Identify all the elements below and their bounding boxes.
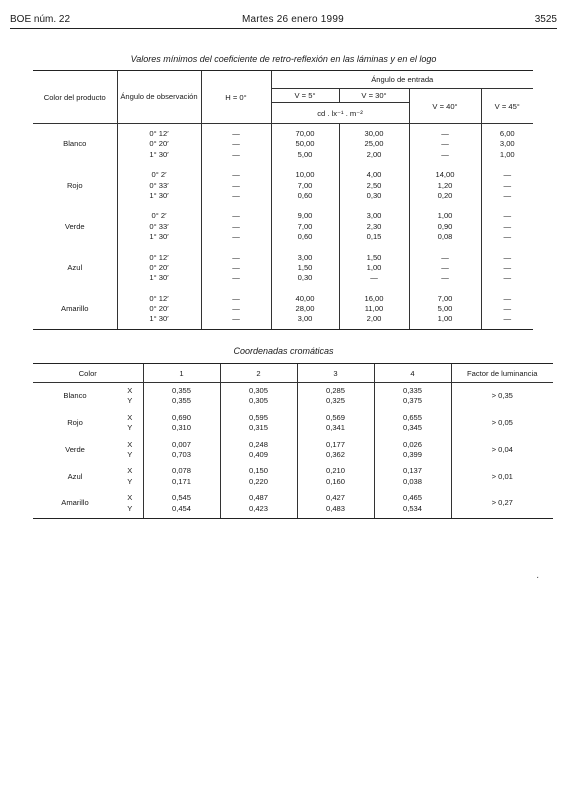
row-angles <box>117 165 201 206</box>
row-axes-value: Y <box>127 423 133 433</box>
header-col-3: 3 <box>297 364 374 383</box>
row-v40-value: 1,00 <box>437 314 453 324</box>
row-angles-value: 0° 2′ <box>151 211 167 221</box>
row-v30-value: 0,30 <box>366 190 382 200</box>
row-v5-value: 7,00 <box>297 180 313 190</box>
row-coord-2-value: 0,220 <box>248 476 268 486</box>
row-coord-2 <box>220 383 297 410</box>
row-coord-2-value: 0,423 <box>248 503 268 513</box>
table-row <box>33 383 553 410</box>
row-axes-value: Y <box>127 503 133 513</box>
row-color: Azul <box>67 471 83 481</box>
row-v40-value: — <box>441 129 449 138</box>
row-coord-1 <box>143 463 220 490</box>
table-row <box>33 437 553 464</box>
row-factor: > 0,05 <box>451 410 553 437</box>
row-coord-3-value: 0,177 <box>325 439 345 449</box>
row-angles-value: 1° 30′ <box>149 190 169 200</box>
row-axes-value: Y <box>127 449 133 459</box>
row-coord-1 <box>143 383 220 410</box>
row-v5-value: 10,00 <box>295 170 315 180</box>
row-angles-value: 0° 33′ <box>149 180 169 190</box>
row-angles-value: 0° 20′ <box>149 139 169 149</box>
row-angles-value: 0° 2′ <box>151 170 167 180</box>
row-coord-1-value: 0,454 <box>171 503 191 513</box>
table-row <box>33 165 533 206</box>
row-coord-4-value: 0,038 <box>402 476 422 486</box>
row-v40-value: 7,00 <box>437 293 453 303</box>
row-v30-value: 1,50 <box>366 252 382 262</box>
row-v5-value: 1,50 <box>297 262 313 272</box>
row-axes <box>117 410 143 437</box>
row-v30-value: 2,00 <box>366 314 382 324</box>
header-publication: BOE núm. 22 <box>10 14 71 25</box>
row-coord-4-value: 0,375 <box>402 396 422 406</box>
row-v5 <box>271 124 339 166</box>
row-axes-value: X <box>127 493 133 503</box>
row-angles-value: 1° 30′ <box>149 232 169 242</box>
row-v30 <box>339 165 409 206</box>
row-angles-value: 0° 12′ <box>149 252 169 262</box>
row-coord-3 <box>297 463 374 490</box>
row-v40-value: — <box>441 262 449 272</box>
row-v40 <box>409 248 481 289</box>
row-v30-value: 25,00 <box>364 139 384 149</box>
row-v40 <box>409 165 481 206</box>
row-color: Verde <box>64 221 85 231</box>
header-v30: V = 30° <box>339 89 409 103</box>
row-coord-2-value: 0,409 <box>248 449 268 459</box>
row-v45-value: — <box>503 232 512 242</box>
row-v40-value: 1,20 <box>437 180 453 190</box>
row-h0-value: — <box>232 304 240 314</box>
row-v40-value: 0,08 <box>437 232 453 242</box>
row-v45-value: — <box>503 304 512 314</box>
row-factor: > 0,01 <box>451 463 553 490</box>
row-v5-value: 0,30 <box>297 273 313 283</box>
row-coord-1-value: 0,703 <box>171 449 191 459</box>
header-date: Martes 26 enero 1999 <box>242 14 344 25</box>
row-v45-value: — <box>503 211 512 221</box>
row-coord-4-value: 0,026 <box>402 439 422 449</box>
row-h0-value: — <box>232 139 240 149</box>
row-v30-value: 16,00 <box>364 293 384 303</box>
header-angulo-observacion: Ángulo de observación <box>117 71 201 124</box>
row-h0 <box>201 248 271 289</box>
row-h0-value: — <box>232 170 240 180</box>
row-h0 <box>201 206 271 247</box>
row-v45-value: — <box>503 314 512 324</box>
row-h0-value: — <box>232 221 240 231</box>
row-coord-4-value: 0,655 <box>402 412 422 422</box>
table-row <box>33 410 553 437</box>
row-v45-value: — <box>503 190 512 200</box>
row-v45-value: — <box>503 221 512 231</box>
row-coord-4-value: 0,399 <box>402 449 422 459</box>
row-angles-value: 0° 20′ <box>149 262 169 272</box>
row-coord-3-value: 0,325 <box>325 396 345 406</box>
row-coord-2-value: 0,315 <box>248 423 268 433</box>
row-v40 <box>409 289 481 330</box>
row-coord-2-value: 0,487 <box>248 493 268 503</box>
row-v45 <box>481 248 533 289</box>
row-coord-1-value: 0,171 <box>171 476 191 486</box>
row-v40-value: 14,00 <box>435 170 455 180</box>
row-axes-value: X <box>127 466 133 476</box>
row-coord-4 <box>374 383 451 410</box>
row-angles-value: 1° 30′ <box>149 273 169 283</box>
row-v5-value: 5,00 <box>297 149 313 159</box>
row-v45-value: — <box>503 170 512 180</box>
row-v45 <box>481 124 533 166</box>
row-color: Blanco <box>63 139 87 149</box>
table1-caption: Valores mínimos del coeficiente de retro-reflexión en las láminas y en el logo <box>130 54 437 64</box>
row-coord-4 <box>374 490 451 518</box>
header-v40: V = 40° <box>409 89 481 124</box>
row-color: Blanco <box>63 391 87 401</box>
row-v40 <box>409 124 481 166</box>
row-coord-1 <box>143 410 220 437</box>
row-coord-4-value: 0,534 <box>402 503 422 513</box>
row-h0-value: — <box>232 149 240 159</box>
row-coord-1-value: 0,310 <box>171 423 191 433</box>
row-v45 <box>481 206 533 247</box>
row-h0-value: — <box>232 262 240 272</box>
row-v30 <box>339 124 409 166</box>
row-coord-1-value: 0,007 <box>171 439 191 449</box>
row-v45-value: — <box>503 180 512 190</box>
header-col-4: 4 <box>374 364 451 383</box>
row-coord-2 <box>220 490 297 518</box>
row-v45 <box>481 165 533 206</box>
row-h0-value: — <box>232 129 240 138</box>
table-row <box>33 124 533 166</box>
table-row <box>33 490 553 518</box>
row-v30-value: 3,00 <box>366 211 382 221</box>
row-color: Rojo <box>66 180 83 190</box>
row-v45-value: — <box>503 273 512 283</box>
row-v5 <box>271 289 339 330</box>
row-v45 <box>481 289 533 330</box>
row-axes <box>117 437 143 464</box>
header-factor-luminancia: Factor de luminancia <box>451 364 553 383</box>
header-h0: H = 0° <box>201 71 271 124</box>
row-angles-value: 0° 33′ <box>149 221 169 231</box>
row-angles-value: 0° 12′ <box>149 129 169 138</box>
row-h0-value: — <box>232 273 240 283</box>
margin-dot: · <box>536 572 540 583</box>
row-v5 <box>271 206 339 247</box>
row-v40-value: — <box>441 273 449 283</box>
table-row <box>33 289 533 330</box>
row-v5 <box>271 248 339 289</box>
row-v5-value: 50,00 <box>295 139 315 149</box>
row-h0-value: — <box>232 314 240 324</box>
row-v5-value: 3,00 <box>297 252 313 262</box>
row-coord-4 <box>374 437 451 464</box>
row-color: Verde <box>65 444 85 454</box>
row-v40-value: 0,20 <box>437 190 453 200</box>
row-v5-value: 0,60 <box>297 190 313 200</box>
row-v5-value: 3,00 <box>297 314 313 324</box>
row-v30-value: 4,00 <box>366 170 382 180</box>
row-coord-2-value: 0,595 <box>248 412 268 422</box>
row-h0-value: — <box>232 252 240 262</box>
row-v5-value: 40,00 <box>295 293 315 303</box>
row-v40-value: — <box>441 139 449 149</box>
row-coord-3 <box>297 490 374 518</box>
row-color: Amarillo <box>33 490 117 518</box>
row-v5-value: 28,00 <box>295 304 315 314</box>
header-page-number: 3525 <box>534 14 557 25</box>
row-v30-value: 30,00 <box>364 129 384 138</box>
row-angles <box>117 248 201 289</box>
row-coord-3-value: 0,341 <box>325 423 345 433</box>
row-v40 <box>409 206 481 247</box>
row-coord-2-value: 0,150 <box>248 466 268 476</box>
row-v5 <box>271 165 339 206</box>
header-v45: V = 45° <box>481 89 533 124</box>
row-color: Azul <box>67 262 83 272</box>
row-angles <box>117 289 201 330</box>
row-coord-2 <box>220 463 297 490</box>
header-color-producto: Color del producto <box>33 71 117 124</box>
row-coord-1-value: 0,690 <box>171 412 191 422</box>
row-v30 <box>339 289 409 330</box>
row-v30-value: 2,00 <box>366 149 382 159</box>
row-v30-value: — <box>370 273 378 283</box>
retroreflection-table <box>33 70 533 330</box>
row-angles-value: 0° 12′ <box>149 293 169 303</box>
row-coord-3-value: 0,160 <box>325 476 345 486</box>
row-v45-value: — <box>503 293 512 303</box>
row-v45-value: 3,00 <box>499 139 515 149</box>
row-angles-value: 1° 30′ <box>149 149 169 159</box>
row-coord-3 <box>297 410 374 437</box>
row-v30 <box>339 206 409 247</box>
row-v5-value: 70,00 <box>295 129 315 138</box>
row-v40-value: — <box>441 149 449 159</box>
page-header <box>10 14 557 29</box>
row-axes <box>117 463 143 490</box>
row-coord-4-value: 0,465 <box>402 493 422 503</box>
row-coord-4-value: 0,345 <box>402 423 422 433</box>
row-color: Rojo <box>67 418 83 428</box>
row-v45-value: 1,00 <box>499 149 515 159</box>
row-h0-value: — <box>232 211 240 221</box>
header-color: Color <box>33 364 143 383</box>
row-v30 <box>339 248 409 289</box>
row-angles <box>117 124 201 166</box>
row-h0 <box>201 165 271 206</box>
row-v30-value: 2,50 <box>366 180 382 190</box>
row-coord-2-value: 0,305 <box>248 396 268 406</box>
row-coord-3-value: 0,483 <box>325 503 345 513</box>
row-coord-1-value: 0,355 <box>171 386 191 395</box>
row-coord-4-value: 0,137 <box>402 466 422 476</box>
row-axes-value: X <box>127 412 133 422</box>
row-v45-value: — <box>503 252 512 262</box>
row-v45-value: 6,00 <box>499 129 515 138</box>
row-axes-value: Y <box>127 396 133 406</box>
row-v30-value: 11,00 <box>364 304 384 314</box>
row-v30-value: 0,15 <box>366 232 382 242</box>
chromatic-coordinates-table <box>33 363 553 519</box>
row-coord-2 <box>220 410 297 437</box>
row-v5-value: 9,00 <box>297 211 313 221</box>
row-v5-value: 0,60 <box>297 232 313 242</box>
header-col-2: 2 <box>220 364 297 383</box>
row-axes <box>117 490 143 518</box>
table-row <box>33 248 533 289</box>
header-angulo-entrada: Ángulo de entrada <box>271 71 533 89</box>
row-coord-3-value: 0,362 <box>325 449 345 459</box>
row-coord-3-value: 0,210 <box>325 466 345 476</box>
row-axes <box>117 383 143 410</box>
row-coord-1-value: 0,078 <box>171 466 191 476</box>
row-v40-value: 5,00 <box>437 304 453 314</box>
row-coord-2-value: 0,305 <box>248 386 268 395</box>
row-coord-3-value: 0,427 <box>325 493 345 503</box>
row-coord-1-value: 0,545 <box>171 493 191 503</box>
row-coord-4-value: 0,335 <box>402 386 422 395</box>
row-h0 <box>201 124 271 166</box>
row-coord-3-value: 0,569 <box>325 412 345 422</box>
row-coord-3 <box>297 383 374 410</box>
row-axes-value: Y <box>127 476 133 486</box>
row-v40-value: 1,00 <box>437 211 453 221</box>
row-h0-value: — <box>232 232 240 242</box>
row-angles <box>117 206 201 247</box>
row-coord-2-value: 0,248 <box>248 439 268 449</box>
row-angles-value: 1° 30′ <box>149 314 169 324</box>
row-angles-value: 0° 20′ <box>149 304 169 314</box>
row-h0-value: — <box>232 180 240 190</box>
row-v40-value: 0,90 <box>437 221 453 231</box>
row-v30-value: 2,30 <box>366 221 382 231</box>
row-h0-value: — <box>232 293 240 303</box>
header-col-1: 1 <box>143 364 220 383</box>
table-row <box>33 206 533 247</box>
table-row <box>33 463 553 490</box>
row-coord-3-value: 0,285 <box>325 386 345 395</box>
table2-caption: Coordenadas cromáticas <box>233 346 334 356</box>
row-coord-4 <box>374 410 451 437</box>
row-v5-value: 7,00 <box>297 221 313 231</box>
row-factor: > 0,35 <box>451 383 553 410</box>
row-h0-value: — <box>232 190 240 200</box>
row-coord-3 <box>297 437 374 464</box>
row-v45-value: — <box>503 262 512 272</box>
row-h0 <box>201 289 271 330</box>
row-coord-1-value: 0,355 <box>171 396 191 406</box>
row-coord-1 <box>143 490 220 518</box>
row-factor: > 0,27 <box>451 490 553 518</box>
row-v40-value: — <box>441 252 449 262</box>
row-color: Amarillo <box>33 289 117 330</box>
header-unit: cd . lx⁻¹ . m⁻² <box>271 103 409 124</box>
row-coord-1 <box>143 437 220 464</box>
row-coord-2 <box>220 437 297 464</box>
row-axes-value: X <box>127 386 133 395</box>
row-coord-4 <box>374 463 451 490</box>
row-factor: > 0,04 <box>451 437 553 464</box>
header-v5: V = 5° <box>271 89 339 103</box>
row-v30-value: 1,00 <box>366 262 382 272</box>
row-axes-value: X <box>127 439 133 449</box>
